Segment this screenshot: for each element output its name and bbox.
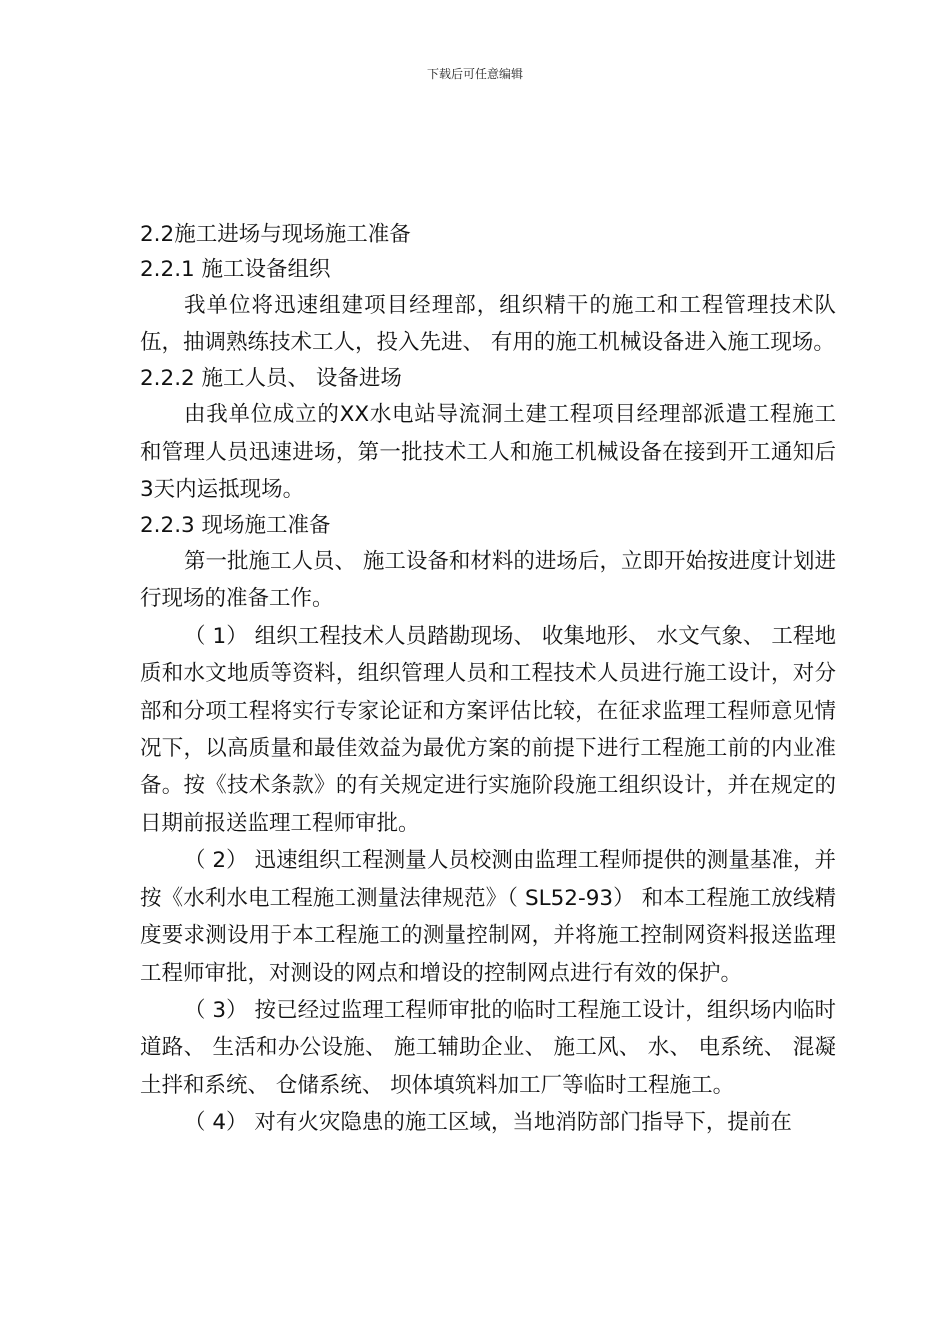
section-heading-2-2-1: 2.2.1 施工设备组织 — [140, 256, 331, 282]
paragraph-equipment-organization: 我单位将迅速组建项目经理部，组织精干的施工和工程管理技术队伍，抽调熟练技术工人，投入先进、 有用的施工机械设备进入施工现场。 — [140, 293, 836, 356]
paragraph-item-1: （ 1） 组织工程技术人员踏勘现场、 收集地形、 水文气象、 工程地质和水文地质等资料，组织管理人员和工程技术人员进行施工设计，对分部和分项工程将实行专家论证和方案评估比较，在征求监理工程师意见情况下，以高质量和最佳效益为最优方案的前提下进行工程施工前的内业准备。按《技术条款》的有关规定进行实施阶段施工组织设计，并在规定的日期前报送监理工程师审批。 — [140, 623, 836, 836]
paragraph-item-4: （ 4） 对有火灾隐患的施工区域，当地消防部门指导下，提前在 — [184, 1110, 792, 1136]
paragraph-site-preparation: 第一批施工人员、 施工设备和材料的进场后，立即开始按进度计划进行现场的准备工作。 — [140, 549, 836, 612]
document-body — [140, 218, 836, 1142]
paragraph-personnel-entry: 由我单位成立的XX水电站导流洞土建工程项目经理部派遣工程施工和管理人员迅速进场，第一批技术工人和施工机械设备在接到开工通知后3天内运抵现场。 — [140, 402, 836, 503]
paragraph-item-2: （ 2） 迅速组织工程测量人员校测由监理工程师提供的测量基准，并按《水利水电工程施工测量法律规范》（ SL52-93） 和本工程施工放线精度要求测设用于本工程施工的测量控制网，并将施工控制网资料报送监理工程师审批，对测设的网点和增设的控制网点进行有效的保护。 — [140, 848, 836, 986]
section-heading-2-2: 2.2施工进场与现场施工准备 — [140, 222, 411, 247]
page-header: 下载后可任意编辑 — [426, 67, 523, 81]
section-heading-2-2-3: 2.2.3 现场施工准备 — [140, 512, 331, 538]
section-heading-2-2-2: 2.2.2 施工人员、 设备进场 — [140, 365, 402, 391]
paragraph-item-3: （ 3） 按已经过监理工程师审批的临时工程施工设计，组织场内临时道路、 生活和办公设施、 施工辅助企业、 施工风、 水、 电系统、 混凝土拌和系统、 仓储系统、 坝体填筑料加工厂等临时工程施工。 — [140, 997, 836, 1098]
